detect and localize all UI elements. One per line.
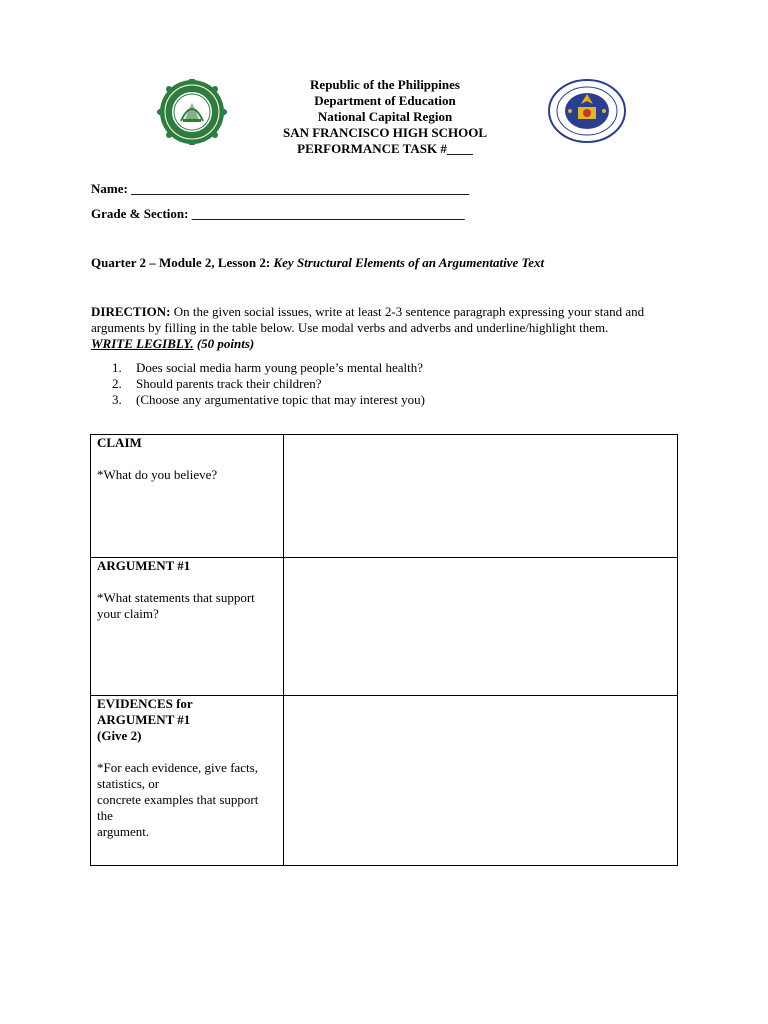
evidence-prompt-2: concrete examples that support the (97, 792, 259, 823)
name-field[interactable]: Name: ____________________________________________________ (91, 181, 470, 196)
argument-title: ARGUMENT #1 (97, 558, 191, 573)
write-legibly: WRITE LEGIBLY. (91, 336, 194, 351)
header-school: SAN FRANCISCO HIGH SCHOOL (282, 125, 488, 140)
grade-section-field[interactable]: Grade & Section: __________________________________________ (91, 206, 465, 221)
claim-prompt: *What do you believe? (97, 467, 218, 482)
evidence-title-3: (Give 2) (97, 728, 142, 743)
evidence-prompt-3: argument. (97, 824, 150, 839)
table-row (91, 696, 678, 866)
evidence-label-cell (91, 696, 284, 866)
header-task: PERFORMANCE TASK #____ (297, 141, 473, 156)
points-note: (50 points) (196, 336, 255, 351)
claim-title: CLAIM (97, 435, 142, 450)
list-item: 1. Does social media harm young people’s mental health? (112, 360, 423, 375)
school-seal-icon (154, 79, 230, 145)
argument-answer-cell[interactable] (284, 558, 678, 696)
evidence-title-1: EVIDENCES for (97, 696, 193, 711)
evidence-answer-cell[interactable] (284, 696, 678, 866)
header-region: National Capital Region (317, 109, 453, 124)
argument-prompt: *What statements that support your claim? (97, 590, 255, 621)
claim-answer-cell[interactable] (284, 435, 678, 558)
list-item: 3. (Choose any argumentative topic that may interest you) (112, 392, 425, 407)
header-department: Department of Education (314, 93, 456, 108)
header-republic: Republic of the Philippines (310, 77, 460, 92)
lesson-prefix: Quarter 2 – Module 2, Lesson 2: (91, 255, 271, 270)
table-row (91, 558, 678, 696)
claim-label-cell (91, 435, 284, 558)
table-row (91, 435, 678, 558)
direction-text: On the given social issues, write at least 2-3 sentence paragraph expressing your stand and arguments by filling in the table below. Use modal verbs and adverbs and underline/highlight them. (91, 304, 645, 335)
list-item: 2. Should parents track their children? (112, 376, 322, 391)
argument-table (90, 434, 678, 866)
lesson-topic: Key Structural Elements of an Argumentative Text (273, 255, 545, 270)
direction-label: DIRECTION: (91, 304, 171, 319)
lesson-title (91, 255, 544, 271)
topic-list (112, 360, 425, 408)
evidence-title-2: ARGUMENT #1 (97, 712, 191, 727)
direction-paragraph (91, 304, 681, 352)
deped-seal-icon (548, 79, 626, 143)
document-header (230, 77, 540, 157)
evidence-prompt-1: *For each evidence, give facts, statistics, or (97, 760, 258, 791)
argument-label-cell (91, 558, 284, 696)
